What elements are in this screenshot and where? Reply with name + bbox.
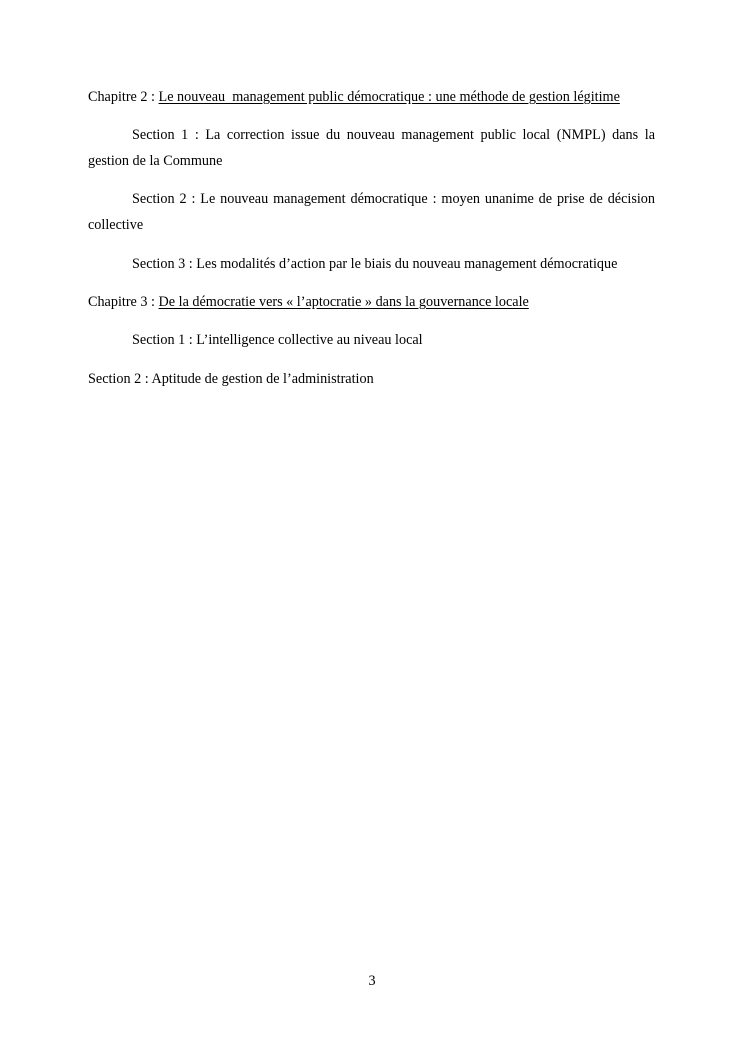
toc-chapter-2-section-2: Section 2 : Le nouveau management démocratique : moyen unanime de prise de décision collective <box>88 191 655 233</box>
toc-chapter-3-section-2: Section 2 : Aptitude de gestion de l’administration <box>88 371 374 387</box>
chapter-2-title: Le nouveau management public démocratique : une méthode de gestion légitime <box>158 89 620 105</box>
chapter-3-title: De la démocratie vers « l’aptocratie » dans la gouvernance locale <box>158 294 529 310</box>
toc-chapter-3-section-1: Section 1 : L’intelligence collective au niveau local <box>132 332 423 348</box>
toc-chapter-3 <box>88 289 655 315</box>
page-number: 3 <box>368 973 376 989</box>
chapter-2-prefix: Chapitre 2 : <box>88 89 159 105</box>
toc-chapter-2-section-3: Section 3 : Les modalités d’action par le biais du nouveau management démocratique <box>132 256 618 272</box>
toc-chapter-2 <box>88 84 655 110</box>
toc-chapter-2-section-1: Section 1 : La correction issue du nouveau management public local (NMPL) dans la gestion de la Commune <box>88 127 655 169</box>
chapter-3-prefix: Chapitre 3 : <box>88 294 159 310</box>
